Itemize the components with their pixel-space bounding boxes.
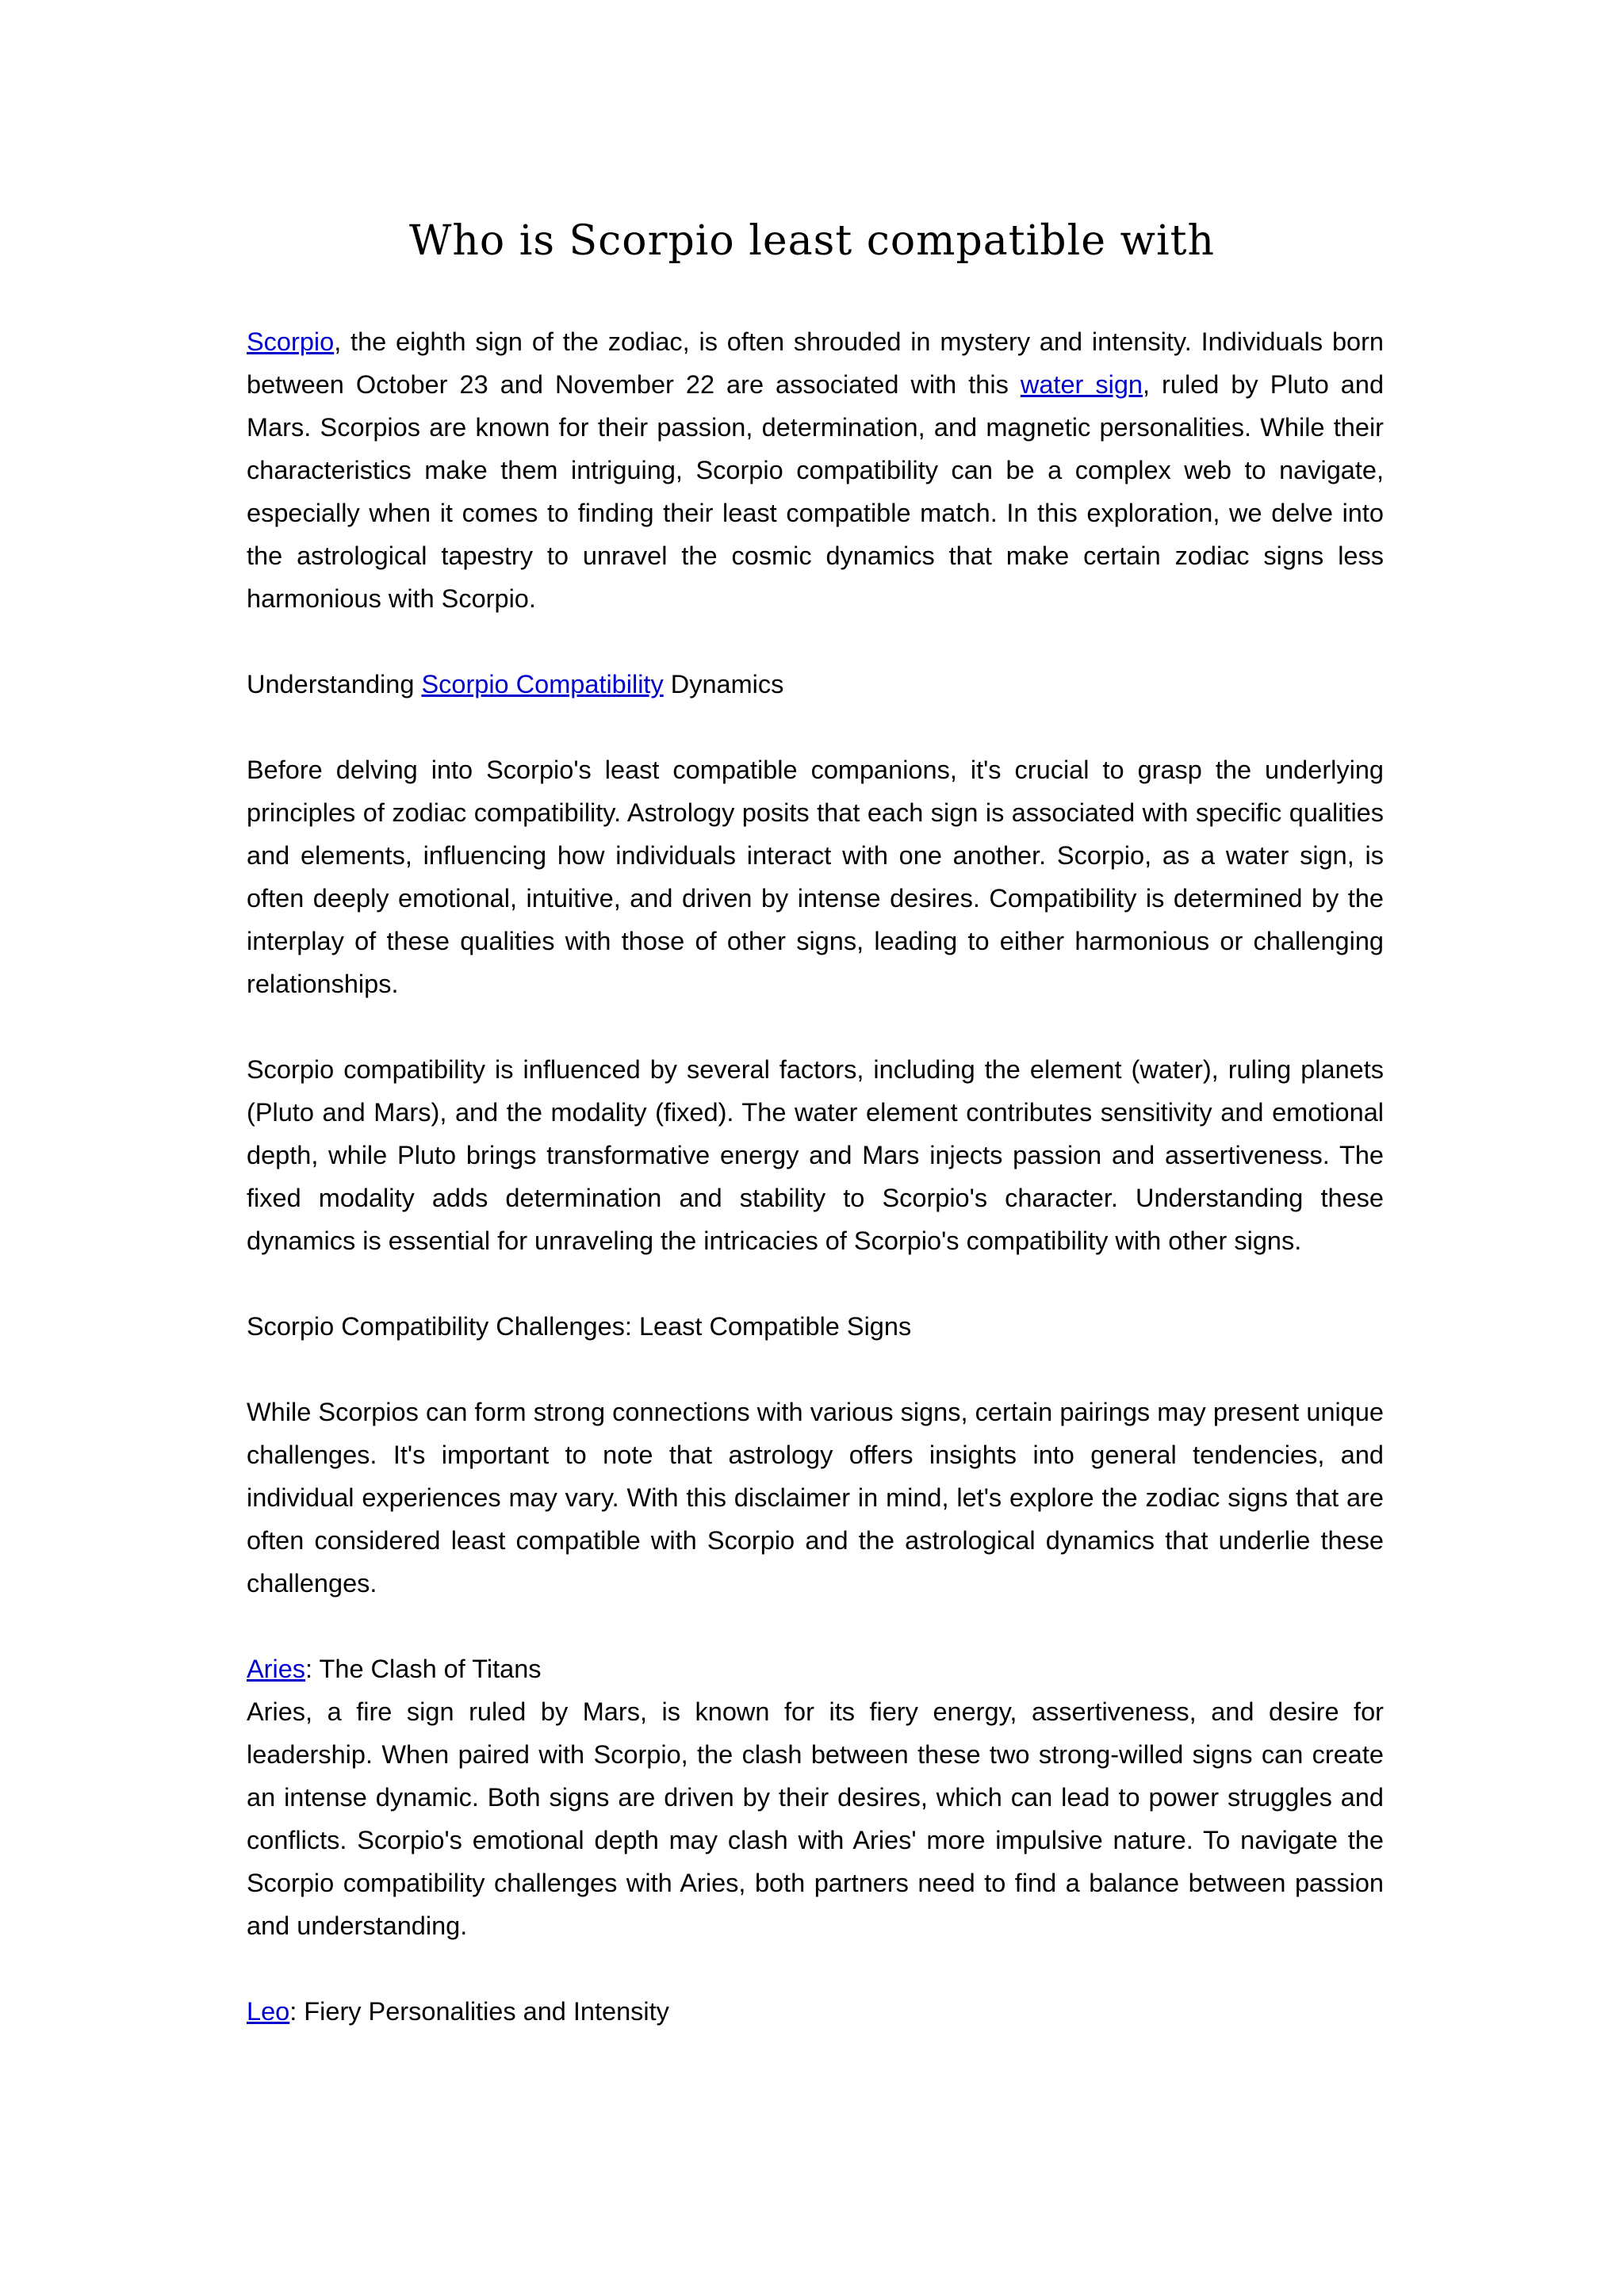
intro-text-part-1: , the eighth sign of the zodiac, is often shrouded in mystery and intensity. Individuals born between October 23 and November 22 are associated with this <box>247 327 1384 399</box>
heading-prefix: Understanding <box>247 670 422 698</box>
article-body <box>247 320 1384 2033</box>
leo-heading <box>247 1990 1384 2033</box>
aries-heading-text: : The Clash of Titans <box>305 1655 542 1683</box>
water-sign-link[interactable]: water sign <box>1020 370 1143 399</box>
paragraph-factors: Scorpio compatibility is influenced by several factors, including the element (water), ruling planets (Pluto and Mars), and the modality (fixed). The water element contributes sensitivity and emotional depth, while Pluto brings transformative energy and Mars injects passion and assertiveness. The fixed modality adds determination and stability to Scorpio's character. Understanding these dynamics is essential for unraveling the intricacies of Scorpio's compatibility with other signs. <box>247 1055 1384 1255</box>
aries-heading <box>247 1647 1384 1690</box>
intro-paragraph <box>247 320 1384 620</box>
paragraph-principles: Before delving into Scorpio's least compatible companions, it's crucial to grasp the underlying principles of zodiac compatibility. Astrology posits that each sign is associated with specific qualities and elements, influencing how individuals interact with one another. Scorpio, as a water sign, is often deeply emotional, intuitive, and driven by intense desires. Compatibility is determined by the interplay of these qualities with those of other signs, leading to either harmonious or challenging relationships. <box>247 756 1384 998</box>
leo-heading-text: : Fiery Personalities and Intensity <box>289 1997 669 2026</box>
scorpio-compatibility-link[interactable]: Scorpio Compatibility <box>421 670 664 698</box>
page-title: Who is Scorpio least compatible with <box>408 217 1216 265</box>
intro-text-part-2: , ruled by Pluto and Mars. Scorpios are known for their passion, determination, and magnetic personalities. While their characteristics make them intriguing, Scorpio compatibility can be a complex web to navigate, especially when it comes to finding their least compatible match. In this exploration, we delve into the astrological tapestry to unravel the cosmic dynamics that make certain zodiac signs less harmonious with Scorpio. <box>247 370 1385 613</box>
aries-link[interactable]: Aries <box>247 1655 306 1683</box>
leo-link[interactable]: Leo <box>247 1997 290 2026</box>
paragraph-aries: Aries, a fire sign ruled by Mars, is known for its fiery energy, assertiveness, and desire for leadership. When paired with Scorpio, the clash between these two strong-willed signs can create an intense dynamic. Both signs are driven by their desires, which can lead to power struggles and conflicts. Scorpio's emotional depth may clash with Aries' more impulsive nature. To navigate the Scorpio compatibility challenges with Aries, both partners need to find a balance between passion and understanding. <box>247 1697 1384 1940</box>
section-heading-dynamics <box>247 663 1384 706</box>
paragraph-disclaimer: While Scorpios can form strong connections with various signs, certain pairings may present unique challenges. It's important to note that astrology offers insights into general tendencies, and individual experiences may vary. With this disclaimer in mind, let's explore the zodiac signs that are often considered least compatible with Scorpio and the astrological dynamics that underlie these challenges. <box>247 1398 1384 1598</box>
scorpio-link[interactable]: Scorpio <box>247 327 335 356</box>
section-heading-challenges: Scorpio Compatibility Challenges: Least Compatible Signs <box>247 1312 912 1341</box>
heading-suffix: Dynamics <box>663 670 784 698</box>
